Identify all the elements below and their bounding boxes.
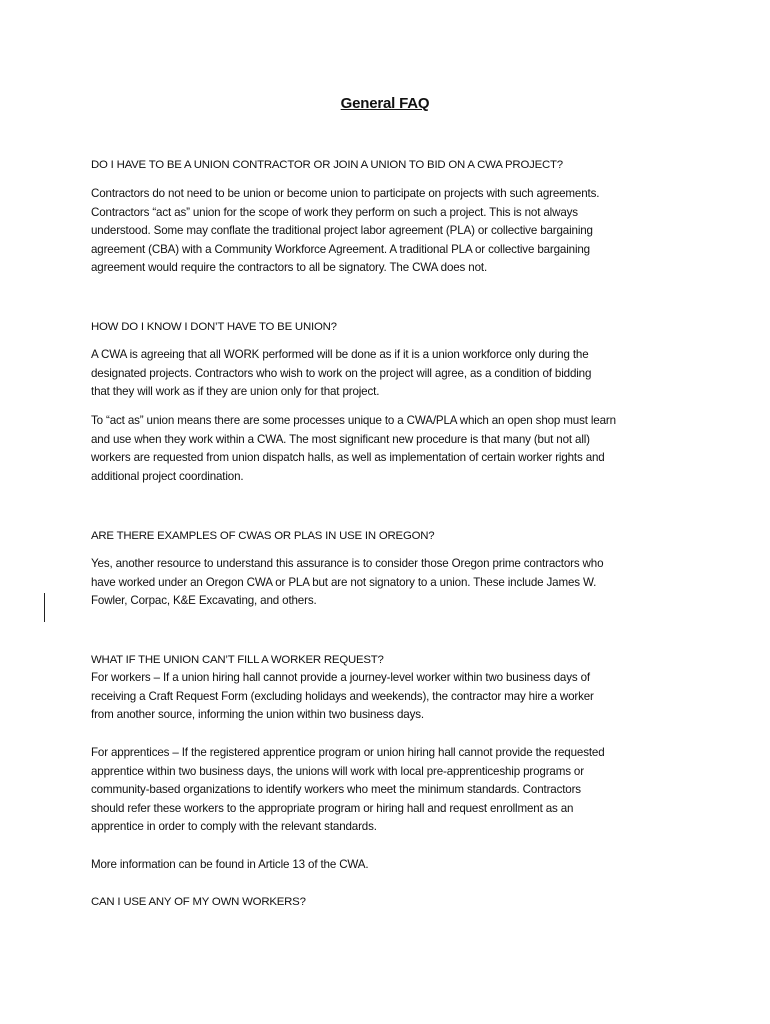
text-cursor xyxy=(44,593,45,622)
faq-answer-4-apprentices: For apprentices – If the registered apprentice program or union hiring hall cannot provide the requested apprentice within two business days, the unions will work with local pre-apprenticeship programs or community-based organizations to identify workers who meet the minimum standards. Contractors should refer these workers to the appropriate program or hiring hall and request enrollment as an apprentice in order to comply with the relevant standards. xyxy=(91,746,605,834)
page-title: General FAQ xyxy=(340,95,430,112)
faq-answer-2-paragraph-2: To “act as” union means there are some processes unique to a CWA/PLA which an open shop must learn and use when they work within a CWA. The most significant new procedure is that many (but not all) workers are requested from union dispatch halls, as well as implementation of certain worker rights and additional project coordination. xyxy=(91,414,616,483)
faq-more-info: More information can be found in Article 13 of the CWA. xyxy=(91,858,369,871)
faq-answer-1: Contractors do not need to be union or become union to participate on projects with such agreements. Contractors “act as” union for the scope of work they perform on such a project. This is not always understood. Some may conflate the traditional project labor agreement (PLA) or collective bargaining agreement (CBA) with a Community Workforce Agreement. A traditional PLA or collective bargaining agreement would require the contractors to all be signatory. The CWA does not. xyxy=(91,187,600,275)
faq-question-3: ARE THERE EXAMPLES OF CWAS OR PLAS IN USE IN OREGON? xyxy=(91,530,435,542)
faq-question-4: WHAT IF THE UNION CAN’T FILL A WORKER REQUEST? xyxy=(91,654,384,666)
faq-answer-3: Yes, another resource to understand this assurance is to consider those Oregon prime contractors who have worked under an Oregon CWA or PLA but are not signatory to a union. These include James W. Fowler, Corpac, K&E Excavating, and others. xyxy=(91,557,604,608)
faq-question-1: DO I HAVE TO BE A UNION CONTRACTOR OR JOIN A UNION TO BID ON A CWA PROJECT? xyxy=(91,159,563,171)
faq-question-2: HOW DO I KNOW I DON’T HAVE TO BE UNION? xyxy=(91,321,337,333)
faq-answer-4-workers: For workers – If a union hiring hall cannot provide a journey-level worker within two business days of receiving a Craft Request Form (excluding holidays and weekends), the contractor may hire a worker from another source, informing the union within two business days. xyxy=(91,671,594,722)
faq-question-5: CAN I USE ANY OF MY OWN WORKERS? xyxy=(91,896,306,908)
faq-answer-2-paragraph-1: A CWA is agreeing that all WORK performed will be done as if it is a union workforce only during the designated projects. Contractors who wish to work on the project will agree, as a condition of bidding that they will work as if they are union only for that project. xyxy=(91,348,592,399)
